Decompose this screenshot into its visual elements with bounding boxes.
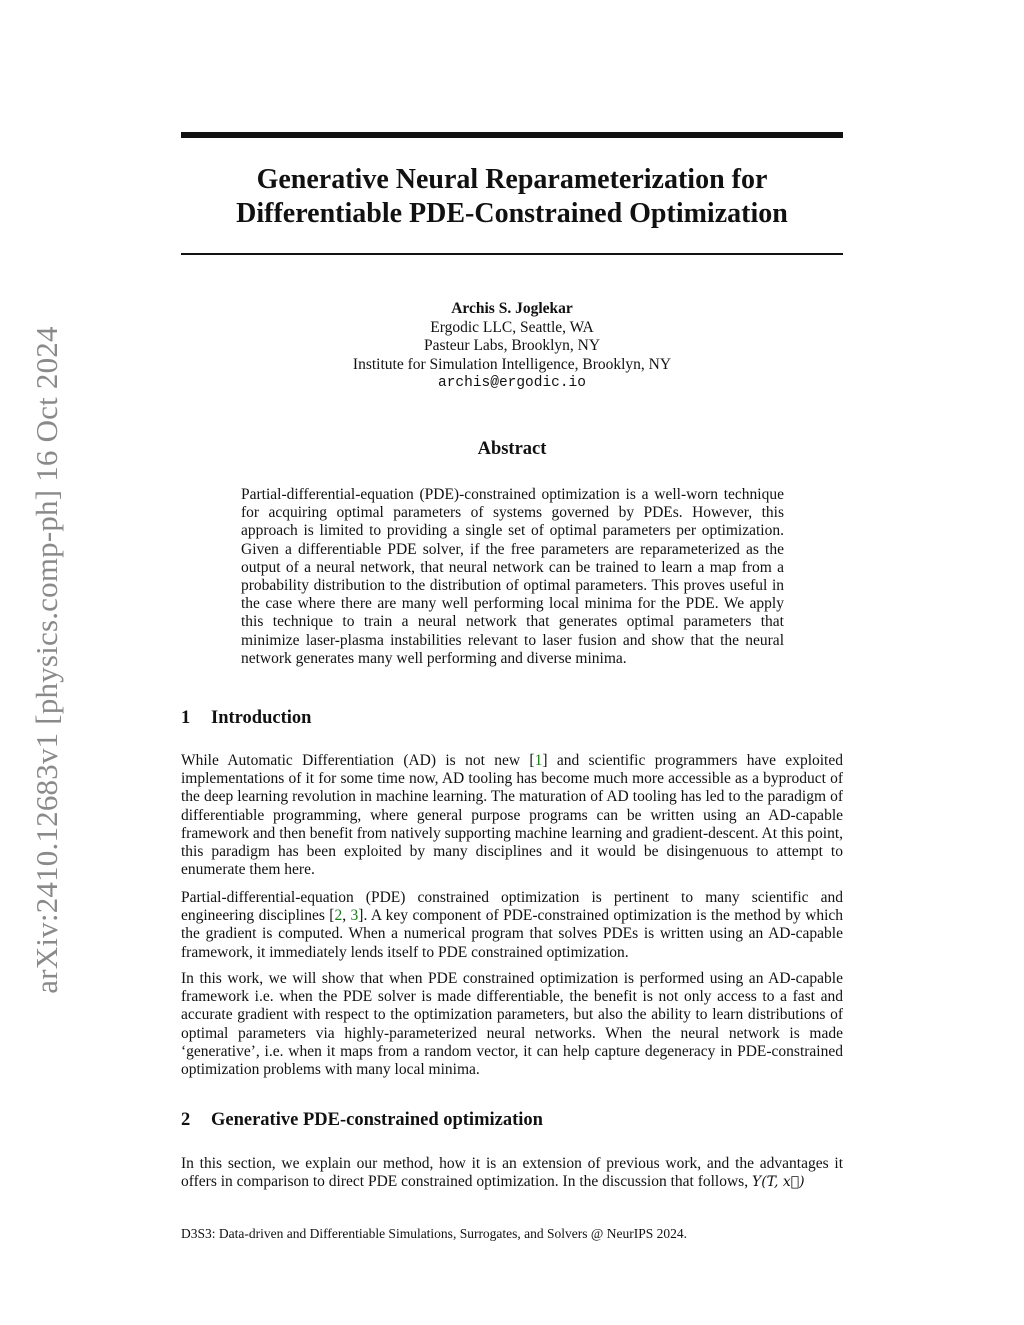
title-top-rule bbox=[181, 132, 843, 138]
math-expression: Y(T, x⃗) bbox=[751, 1174, 805, 1191]
title-line-1: Generative Neural Reparameterization for bbox=[256, 164, 768, 195]
section-2-paragraph-1 bbox=[181, 1155, 843, 1191]
title-bottom-rule bbox=[181, 253, 843, 255]
title-line-2: Differentiable PDE-Constrained Optimization bbox=[236, 198, 788, 229]
intro-paragraph-3: In this work, we will show that when PDE constrained optimization is performed using an AD-capable framework i.e. when the PDE solver is made differentiable, the benefit is not only access to a fast and accurate gradient with respect to the optimization parameters, but also the ability to learn distributions of optimal parameters via highly-parameterized neural networks. When the neural network is made ‘generative’, i.e. when it maps from a random vector, it can help capture degeneracy in PDE-constrained optimization problems with many local minima. bbox=[181, 970, 843, 1079]
citation-link-3[interactable]: 3 bbox=[350, 907, 359, 925]
author-block bbox=[181, 300, 843, 393]
intro-p1-text-b: ] and scientific programmers have exploited implementations of it for some time now, AD tooling has become much more accessible as a byproduct of the deep learning revolution in machine learning. The maturation of AD tooling has led to the paradigm of differentiable programming, where general purpose programs can be written using an AD-capable framework and then benefit from natively supporting machine learning and gradient-descent. At this point, this paradigm has been exploited by many disciplines and it would be disingenuous to attempt to enumerate them here. bbox=[181, 752, 843, 879]
citation-link-2[interactable]: 2 bbox=[334, 907, 343, 925]
citation-separator: , bbox=[342, 907, 351, 925]
section-2-p1-text: In this section, we explain our method, how it is an extension of previous work, and the advantages it offers in comparison to direct PDE constrained optimization. In the discussion that follows, bbox=[181, 1155, 843, 1191]
section-2-number: 2 bbox=[181, 1110, 191, 1130]
author-affiliation-2: Pasteur Labs, Brooklyn, NY bbox=[423, 337, 601, 354]
intro-p2-text-b: ]. A key component of PDE-constrained optimization is the method by which the gradient is computed. When a numerical program that solves PDEs is written using an AD-capable framework, it immediately lends itself to PDE constrained optimization. bbox=[181, 907, 844, 961]
author-name: Archis S. Joglekar bbox=[451, 300, 573, 317]
author-affiliation-1: Ergodic LLC, Seattle, WA bbox=[430, 318, 594, 336]
citation-link-1[interactable]: 1 bbox=[534, 752, 543, 769]
intro-paragraph-2 bbox=[181, 889, 843, 962]
section-1-title: Introduction bbox=[211, 708, 312, 728]
intro-p1-text-a: While Automatic Differentiation (AD) is not new [ bbox=[181, 752, 535, 769]
section-2-title: Generative PDE-constrained optimization bbox=[211, 1110, 543, 1130]
section-2-heading bbox=[181, 1110, 843, 1131]
section-1-number: 1 bbox=[181, 708, 191, 728]
author-email: archis@ergodic.io bbox=[438, 375, 586, 391]
intro-p2-text-a: Partial-differential-equation (PDE) constrained optimization is pertinent to many scientific and engineering disciplines [ bbox=[181, 889, 843, 925]
intro-paragraph-1 bbox=[181, 752, 843, 879]
footer-venue: D3S3: Data-driven and Differentiable Simulations, Surrogates, and Solvers @ NeurIPS 2024. bbox=[181, 1226, 687, 1241]
arxiv-identifier: arXiv:2410.12683v1 [physics.comp-ph] 16 Oct 2024 bbox=[29, 326, 64, 994]
abstract-heading: Abstract bbox=[477, 439, 547, 459]
abstract-text: Partial-differential-equation (PDE)-constrained optimization is a well-worn technique for acquiring optimal parameters of systems governed by PDEs. However, this approach is limited to providing a single set of optimal parameters per optimization. Given a differentiable PDE solver, if the free parameters are reparameterized as the output of a neural network, that neural network can be trained to learn a map from a probability distribution to the distribution of optimal parameters. This proves useful in the case where there are many well performing local minima for the PDE. We apply this technique to train a neural network that generates optimal parameters that minimize laser-plasma instabilities relevant to laser fusion and show that the neural network generates many well performing and diverse minima. bbox=[241, 486, 784, 667]
author-affiliation-3: Institute for Simulation Intelligence, Brooklyn, NY bbox=[352, 355, 672, 373]
section-1-heading bbox=[181, 708, 843, 729]
paper-title bbox=[181, 163, 843, 231]
